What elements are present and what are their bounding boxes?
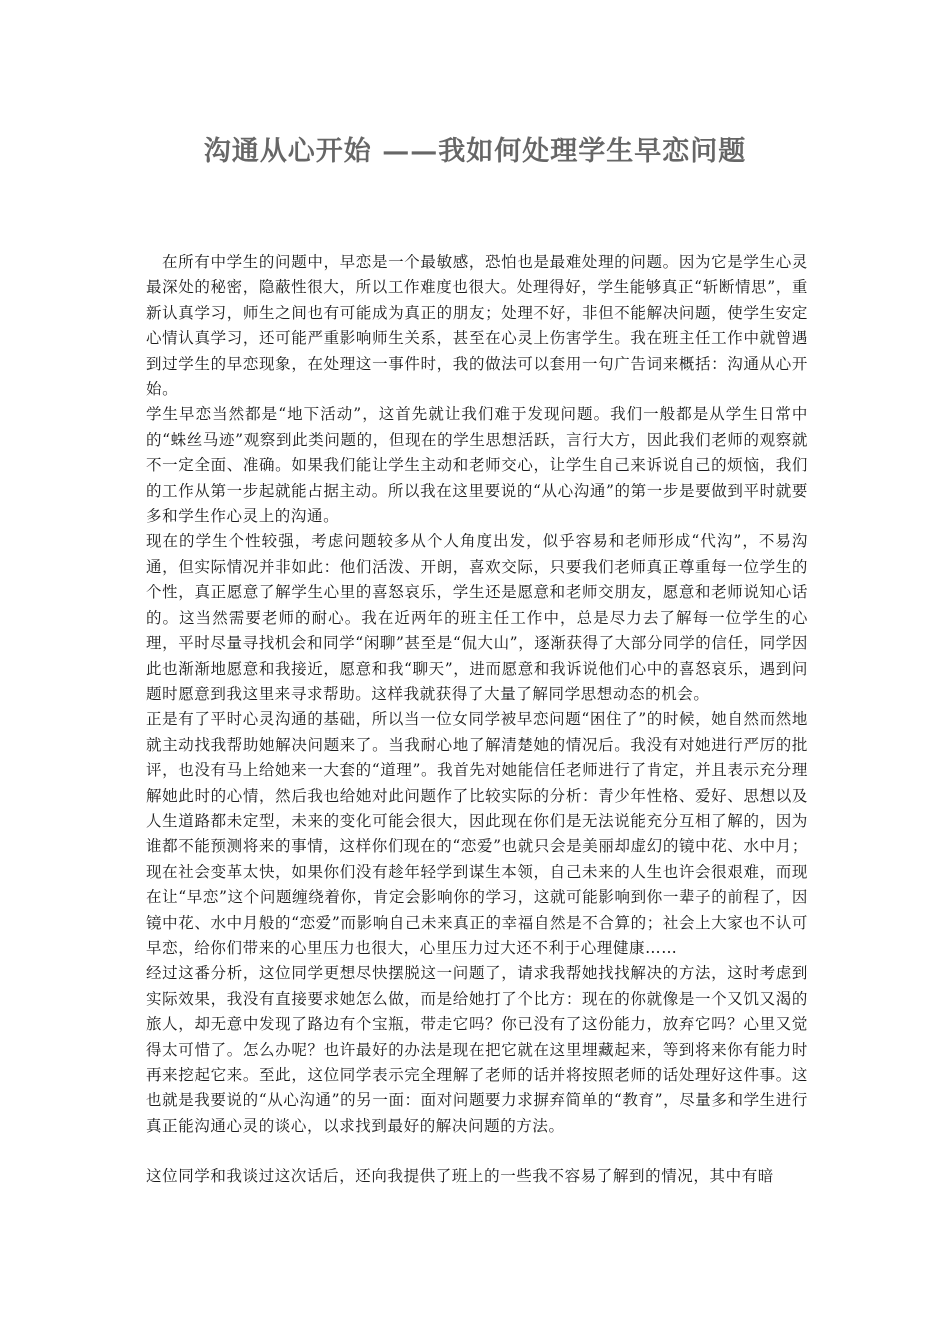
paragraph-3: 现在的学生个性较强，考虑问题较多从个人角度出发，似乎容易和老师形成“代沟”，不易沟通，但实际情况并非如此：他们活泼、开朗，喜欢交际，只要我们老师真正尊重每一位学生的个性，真正愿意了解学生心里的喜怒哀乐，学生还是愿意和老师交朋友，愿意和老师说知心话的。这当然需要老师的耐心。我在近两年的班主任工作中，总是尽力去了解每一位学生的心理，平时尽量寻找机会和同学“闲聊”甚至是“侃大山”，逐渐获得了大部分同学的信任，同学因此也渐渐地愿意和我接近，愿意和我“聊天”，进而愿意和我诉说他们心中的喜怒哀乐，遇到问题时愿意到我这里来寻求帮助。这样我就获得了大量了解同学思想动态的机会。 [146, 532, 808, 703]
paragraph-5: 经过这番分析，这位同学更想尽快摆脱这一问题了，请求我帮她找找解决的方法，这时考虑到实际效果，我没有直接要求她怎么做，而是给她打了个比方：现在的你就像是一个又饥又渴的旅人，却无意中发现了路边有个宝瓶，带走它吗？你已没有了这份能力，放弃它吗？心里又觉得太可惜了。怎么办呢？也许最好的办法是现在把它就在这里埋藏起来，等到将来你有能力时再来挖起它来。至此，这位同学表示完全理解了老师的话并将按照老师的话处理好这件事。这也就是我要说的“从心沟通”的另一面：面对问题要力求摒弃简单的“教育”，尽量多和学生进行真正能沟通心灵的谈心，以求找到最好的解决问题的方法。 [146, 964, 808, 1135]
document-body [146, 250, 808, 1190]
document-title: 沟通从心开始 ——我如何处理学生早恋问题 [203, 136, 747, 167]
paragraph-1: 在所有中学生的问题中，早恋是一个最敏感，恐怕也是最难处理的问题。因为它是学生心灵最深处的秘密，隐蔽性很大，所以工作难度也很大。处理得好，学生能够真正“斩断情思”，重新认真学习，师生之间也有可能成为真正的朋友；处理不好，非但不能解决问题，使学生安定心情认真学习，还可能严重影响师生关系，甚至在心灵上伤害学生。我在班主任工作中就曾遇到过学生的早恋现象，在处理这一事件时，我的做法可以套用一句广告词来概括：沟通从心开始。 [146, 253, 808, 399]
paragraph-4: 正是有了平时心灵沟通的基础，所以当一位女同学被早恋问题“困住了”的时候，她自然而然地就主动找我帮助她解决问题来了。当我耐心地了解清楚她的情况后。我没有对她进行严厉的批评，也没有马上给她来一大套的“道理”。我首先对她能信任老师进行了肯定，并且表示充分理解她此时的心情，然后我也给她对此问题作了比较实际的分析：青少年性格、爱好、思想以及人生道路都未定型，未来的变化可能会很大，因此现在你们是无法说能充分互相了解的，因为谁都不能预测将来的事情，这样你们现在的“恋爱”也就只会是美丽却虚幻的镜中花、水中月；现在社会变革太快，如果你们没有趁年轻学到谋生本领，自己未来的人生也许会很艰难，而现在让“早恋”这个问题缠绕着你，肯定会影响你的学习，这就可能影响到你一辈子的前程了，因镜中花、水中月般的“恋爱”而影响自己未来真正的幸福自然是不合算的；社会上大家也不认可早恋，给你们带来的心里压力也很大，心里压力过大还不利于心理健康…… [146, 710, 808, 957]
paragraph-2: 学生早恋当然都是“地下活动”，这首先就让我们难于发现问题。我们一般都是从学生日常中的“蛛丝马迹”观察到此类问题的，但现在的学生思想活跃，言行大方，因此我们老师的观察就不一定全面、准确。如果我们能让学生主动和老师交心，让学生自己来诉说自己的烦恼，我们的工作从第一步起就能占据主动。所以我在这里要说的“从心沟通”的第一步是要做到平时就要多和学生作心灵上的沟通。 [146, 405, 808, 526]
paragraph-6: 这位同学和我谈过这次话后，还向我提供了班上的一些我不容易了解到的情况，其中有暗 [146, 1167, 774, 1186]
